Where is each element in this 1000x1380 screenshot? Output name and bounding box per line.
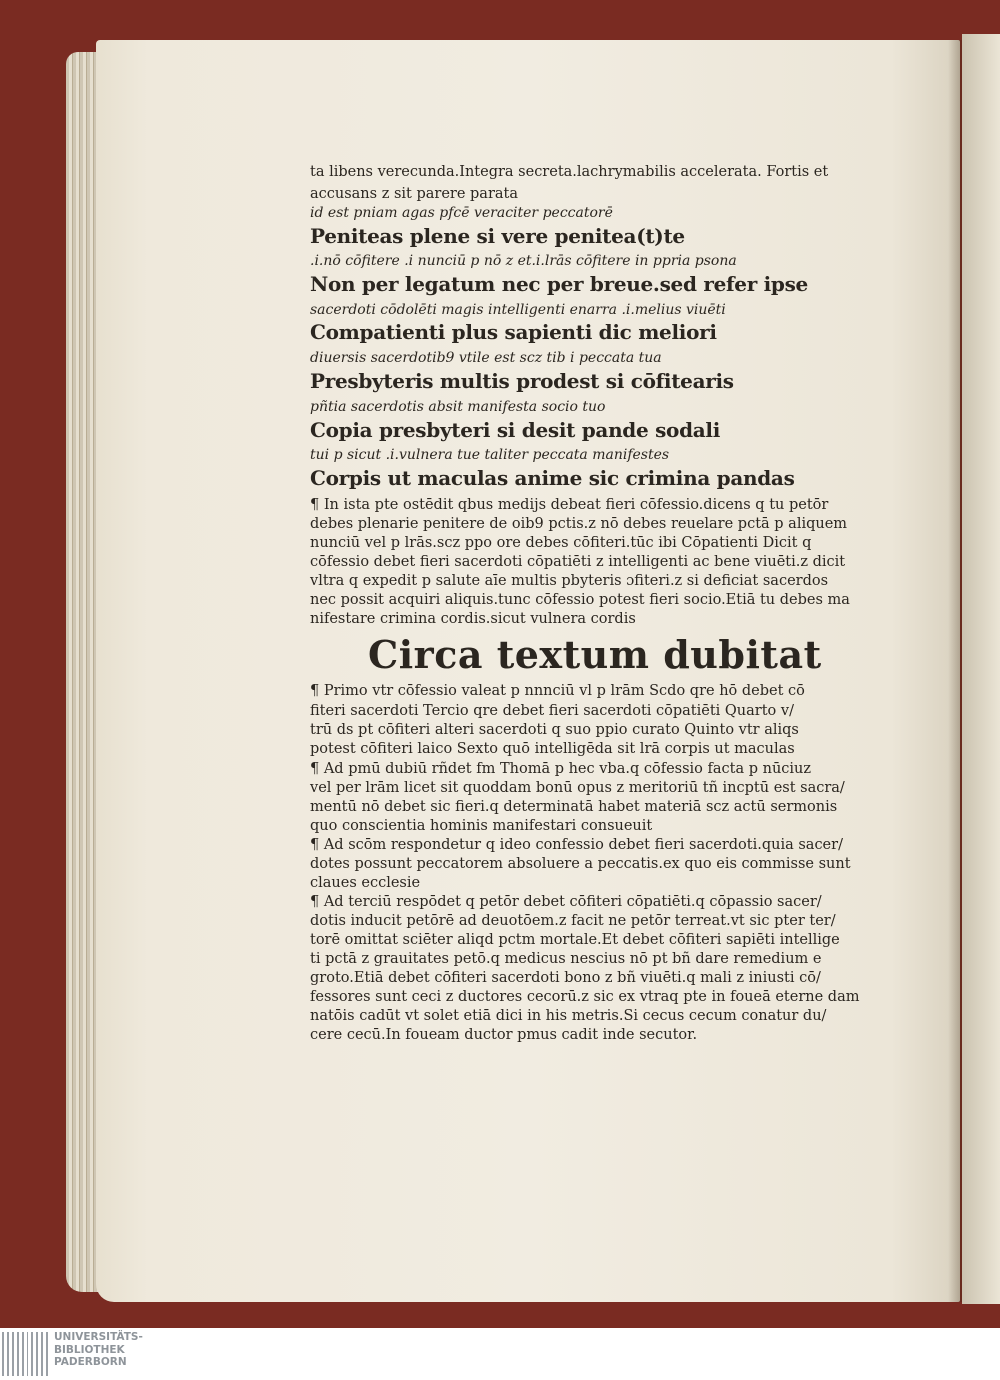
verse-line: Presbyteris multis prodest si cōfitearis [310,369,734,393]
library-logo-text [54,1331,143,1369]
commentary-line: vel per lrām licet sit quoddam bonū opus z meritoriū tñ incptū est sacra/ [310,780,845,796]
commentary-line: nec possit acquiri aliquis.tunc cōfessio potest fieri socio.Etiā tu debes ma [310,592,850,608]
commentary-line: cōfessio debet fieri sacerdoti cōpatiēti z intelligenti ac bene viuēti.z dicit [310,554,846,570]
commentary-line: trū ds pt cōfiteri alteri sacerdoti q suo ppio curato Quinto vtr aliqs [310,722,799,738]
commentary-line: nunciū vel p lrās.scz ppo ore debes cōfiteri.tūc ibi Cōpatienti Dicit q [310,535,812,551]
commentary-line: groto.Etiā debet cōfiteri sacerdoti bono z bñ viuēti.q mali z iniusti cō/ [310,970,821,986]
commentary-line: potest cōfiteri laico Sexto quō intelligēda sit lrā corpis ut maculas [310,741,795,757]
verse-line: Copia presbyteri si desit pande sodali [310,418,721,442]
section-heading: Circa textum dubitat [368,632,822,677]
commentary-line: claues ecclesie [310,875,421,891]
gloss-line: sacerdoti cōdolēti magis intelligenti enarra .i.melius viuēti [310,302,726,318]
logo-line: PADERBORN [54,1356,127,1368]
commentary-line: nifestare crimina cordis.sicut vulnera cordis [310,611,636,627]
commentary-line: torē omittat sciēter aliqd pctm mortale.Et debet cōfiteri sapiēti intellige [310,932,840,948]
facing-page-edge [962,34,1000,1304]
gloss-line: .i.nō cōfitere .i nunciū p nō z et.i.lrās cōfitere in ppria psona [310,253,737,269]
commentary-line: dotes possunt peccatorem absoluere a peccatis.ex quo eis commisse sunt [310,856,851,872]
commentary-line: quo conscientia hominis manifestari consueuit [310,818,653,834]
verse-line: Compatienti plus sapienti dic meliori [310,320,717,344]
commentary-line: ta libens verecunda.Integra secreta.lachrymabilis accelerata. Fortis et [310,164,829,180]
commentary-line: fessores sunt ceci z ductores cecorū.z sic ex vtraq pte in foueā eterne dam [310,989,860,1005]
logo-line: UNIVERSITÄTS- [54,1331,143,1343]
commentary-line: ti pctā z grauitates petō.q medicus nescius nō pt bñ dare remedium e [310,951,822,967]
logo-line: BIBLIOTHEK [54,1343,125,1356]
commentary-line: debes plenarie penitere de oib9 pctis.z nō debes reuelare pctā p aliquem [310,516,848,532]
verse-line: Non per legatum nec per breue.sed refer ipse [310,272,808,296]
gloss-line: tui p sicut .i.vulnera tue taliter peccata manifestes [310,447,670,463]
commentary-line: ¶ Ad terciū respōdet q petōr debet cōfiteri cōpatiēti.q cōpassio sacer/ [310,894,822,910]
commentary-line: ¶ Ad scōm respondetur q ideo confessio debet fieri sacerdoti.quia sacer/ [310,837,843,853]
commentary-line: ¶ In ista pte ostēdit qbus medijs debeat fieri cōfessio.dicens q tu petōr [310,497,829,513]
commentary-line: mentū nō debet sic fieri.q determinatā habet materiā scz actū sermonis [310,799,838,815]
commentary-line: cere cecū.In foueam ductor pmus cadit inde secutor. [310,1027,698,1043]
gloss-line: diuersis sacerdotib9 vtile est scz tib i peccata tua [310,350,662,366]
commentary-line: natōis cadūt vt solet etiā dici in his metris.Si cecus cecum conatur du/ [310,1008,827,1024]
footer-bar [0,1328,1000,1380]
commentary-line: ¶ Primo vtr cōfessio valeat p nnnciū vl p lrām Scdo qre hō debet cō [310,683,805,699]
gloss-line: id est pniam agas pfcē veraciter peccatorē [310,205,613,221]
commentary-line: fiteri sacerdoti Tercio qre debet fieri sacerdoti cōpatiēti Quarto v/ [310,703,794,719]
library-logo-icon [2,1332,48,1376]
commentary-line: ¶ Ad pmū dubiū rñdet fm Thomā p hec vba.q cōfessio facta p nūciuz [310,761,812,777]
commentary-line: accusans z sit parere parata [310,186,518,202]
gloss-line: pñtia sacerdotis absit manifesta socio tuo [310,399,606,415]
commentary-line: vltra q expedit p salute aīe multis pbyteris ɔfiteri.z si deficiat sacerdos [310,573,829,589]
commentary-line: dotis inducit petōrē ad deuotōem.z facit ne petōr terreat.vt sic pter ter/ [310,913,836,929]
verse-line: Peniteas plene si vere penitea(t)te [310,224,685,248]
verse-line: Corpis ut maculas anime sic crimina pandas [310,466,795,490]
